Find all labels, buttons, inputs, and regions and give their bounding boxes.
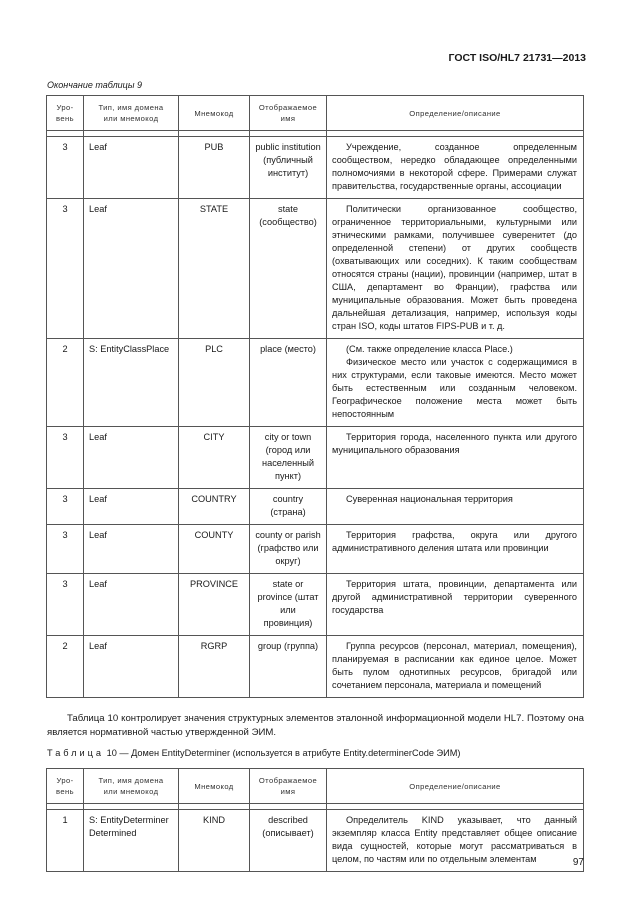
definition-paragraph: Физическое место или участок с содержащимися в них структурами, если таковые имеются. Место может быть естественным или созданным человеком. Географическое положение места может быть непостоянным — [332, 357, 577, 419]
row-code-cell: CITY — [179, 427, 250, 489]
row-code-cell: PROVINCE — [179, 574, 250, 636]
row-level-cell: 2 — [47, 636, 84, 698]
row-type-cell: Leaf — [84, 427, 179, 489]
table-row — [47, 339, 584, 427]
col-display: Отображаемое имя — [250, 96, 327, 131]
row-level-cell: 3 — [47, 574, 84, 636]
row-level-cell: 3 — [47, 199, 84, 339]
table-9 — [46, 95, 584, 698]
row-definition-cell — [327, 574, 584, 636]
col-code: Мнемокод — [179, 96, 250, 131]
col-type: Тип, имя домена или мнемокод — [84, 769, 179, 804]
definition-paragraph: (См. также определение класса Place.) — [346, 344, 513, 354]
row-display-cell: public institution (публичный институт) — [250, 137, 327, 199]
definition-paragraph: Учреждение, созданное определенным сообществом, нередко обладающее определенными полномочиями в некоторой сфере. Примерами служат правительства, государственные органы, ассоциации — [332, 142, 577, 191]
table10-caption-word: Таблица — [47, 748, 105, 758]
table-row — [47, 489, 584, 525]
row-code-cell: COUNTRY — [179, 489, 250, 525]
standard-header: ГОСТ ISO/HL7 21731—2013 — [448, 52, 586, 64]
row-level-cell: 3 — [47, 489, 84, 525]
row-display-cell: state or province (штат или провинция) — [250, 574, 327, 636]
row-level-cell: 3 — [47, 137, 84, 199]
row-code-cell: RGRP — [179, 636, 250, 698]
table10-header-row — [47, 769, 584, 804]
row-display-cell: county or parish (графство или округ) — [250, 525, 327, 574]
row-type-cell: S: EntityClassPlace — [84, 339, 179, 427]
table10-caption-text: 10 — Домен EntityDeterminer (используется в атрибуте Entity.determinerCode ЭИМ) — [106, 748, 461, 758]
row-definition-cell — [327, 636, 584, 698]
row-definition-cell — [327, 339, 584, 427]
row-definition-cell — [327, 427, 584, 489]
row-type-cell: Leaf — [84, 525, 179, 574]
row-code-cell: KIND — [179, 810, 250, 872]
row-type-cell: Leaf — [84, 137, 179, 199]
row-type-cell: Leaf — [84, 574, 179, 636]
row-code-cell: COUNTY — [179, 525, 250, 574]
col-display: Отображаемое имя — [250, 769, 327, 804]
table-row — [47, 810, 584, 872]
definition-paragraph: Группа ресурсов (персонал, материал, помещения), планируемая в расписании как единое целое. Может быть пулом однотипных ресурсов, бригадой или сочетанием персонала, материала и помещений — [332, 641, 577, 690]
row-code-cell: PUB — [179, 137, 250, 199]
row-level-cell: 2 — [47, 339, 84, 427]
col-level: Уро- вень — [47, 769, 84, 804]
row-level-cell: 1 — [47, 810, 84, 872]
row-type-cell: Leaf — [84, 489, 179, 525]
row-type-cell: S: EntityDeterminer Determined — [84, 810, 179, 872]
col-code: Мнемокод — [179, 769, 250, 804]
table10-caption — [47, 748, 460, 758]
definition-paragraph: Политически организованное сообщество, ограниченное территориальными, культурными или этническими рамками, получившее суверенитет (до определенной степени) от других сообществ (охватывающих или соседних). К таким сообществам относятся страны (нации), провинции (например, штат в США, департамент во Франции), графства или муниципальные образования. Может быть проведена дальнейшая детализация, например, используя коды стран ISO, коды штатов FIPS-PUB и т. д. — [332, 204, 577, 331]
row-definition-cell — [327, 810, 584, 872]
row-code-cell: PLC — [179, 339, 250, 427]
table-row — [47, 137, 584, 199]
col-definition: Определение/описание — [327, 96, 584, 131]
table-row — [47, 199, 584, 339]
row-display-cell: country (страна) — [250, 489, 327, 525]
row-definition-cell — [327, 137, 584, 199]
row-display-cell: city or town (город или населенный пункт) — [250, 427, 327, 489]
table-row — [47, 525, 584, 574]
row-type-cell: Leaf — [84, 199, 179, 339]
row-code-cell: STATE — [179, 199, 250, 339]
table9-caption: Окончание таблицы 9 — [47, 80, 142, 90]
definition-paragraph: Определитель KIND указывает, что данный экземпляр класса Entity представляет общее описание вида сущностей, которые могут рассматриваться в целом, по частям или по отдельным элементам — [332, 815, 577, 864]
table-row — [47, 427, 584, 489]
table-row — [47, 574, 584, 636]
page-number: 97 — [572, 857, 584, 868]
row-definition-cell — [327, 525, 584, 574]
col-level: Уро- вень — [47, 96, 84, 131]
row-display-cell: described (описывает) — [250, 810, 327, 872]
row-type-cell: Leaf — [84, 636, 179, 698]
definition-paragraph: Территория города, населенного пункта или другого муниципального образования — [332, 432, 577, 455]
row-display-cell: group (группа) — [250, 636, 327, 698]
definition-paragraph: Суверенная национальная территория — [346, 494, 513, 504]
row-display-cell: place (место) — [250, 339, 327, 427]
row-level-cell: 3 — [47, 427, 84, 489]
table-row — [47, 636, 584, 698]
definition-paragraph: Территория графства, округа или другого административного деления штата или провинции — [332, 530, 577, 553]
col-definition: Определение/описание — [327, 769, 584, 804]
table-10 — [46, 768, 584, 872]
definition-paragraph: Территория штата, провинции, департамента или другой административной территории суверенного государства — [332, 579, 577, 615]
body-paragraph: Таблица 10 контролирует значения структурных элементов эталонной информационной модели HL7. Поэтому она является нормативной частью утвержденной ЭИМ. — [47, 713, 584, 738]
row-display-cell: state (сообщество) — [250, 199, 327, 339]
col-type: Тип, имя домена или мнемокод — [84, 96, 179, 131]
row-definition-cell — [327, 489, 584, 525]
row-definition-cell — [327, 199, 584, 339]
table9-header-row — [47, 96, 584, 131]
row-level-cell: 3 — [47, 525, 84, 574]
